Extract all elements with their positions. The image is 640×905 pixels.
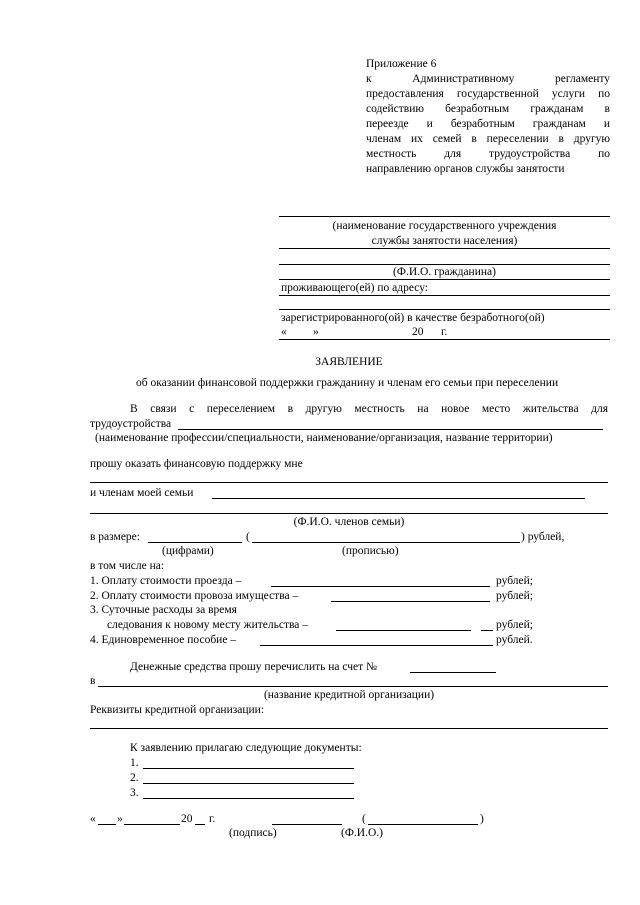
registered-year-prefix: 20 [412,326,424,338]
citizen-fio-underline [279,279,610,280]
bank-prefix: в [90,675,96,687]
attachment-field-2[interactable] [143,783,354,784]
residing-label: проживающего(ей) по адресу: [281,282,428,294]
appendix-line-2: предоставления государственной услуги по [366,88,610,100]
appendix-line-1: к Административному регламенту [366,73,610,85]
bank-caption: (название кредитной организации) [263,689,435,701]
signature-paren-open: ( [362,813,366,825]
transfer-text: Денежные средства прошу перечислить на счет № [130,661,378,673]
signature-day-field[interactable] [98,824,116,825]
registered-label: зарегистрированного(ой) в качестве безработного(ой) [281,312,545,324]
attachment-number-3: 3. [130,787,139,799]
amount-label: в размере: [90,531,140,543]
appendix-line-6: местность для трудоустройства по [366,148,610,160]
family-caption: (Ф.И.О. членов семьи) [293,516,405,528]
document-subtitle: об оказании финансовой поддержки гражданину и членам его семьи при переселении [136,377,559,389]
item-property-field[interactable] [331,601,490,602]
item-daily-label: 3. Суточные расходы за время [90,604,237,616]
profession-field[interactable] [178,429,603,430]
amount-words-field[interactable] [252,542,520,543]
signature-year-prefix: 20 [181,813,193,825]
family-field[interactable] [212,498,585,499]
registered-date-open: « [281,326,287,338]
account-number-field[interactable] [410,672,496,673]
org-caption-underline [279,248,610,249]
request-line[interactable] [90,482,608,483]
item-lumpsum-field[interactable] [260,645,493,646]
signature-caption: (подпись) [229,827,277,839]
appendix-line-4: переезде и безработным гражданам и [366,118,610,130]
bank-details-field[interactable] [90,728,608,729]
item-daily-field-1[interactable] [336,630,471,631]
item-travel-unit: рублей; [496,575,533,587]
appendix-title: Приложение 6 [366,58,437,70]
signature-month-field[interactable] [124,824,180,825]
document-title: ЗАЯВЛЕНИЕ [315,356,383,368]
intro-line-1: В связи с переселением в другую местность на новое место жительства для [130,403,608,415]
item-travel-label: 1. Оплату стоимости проезда – [90,575,242,587]
item-daily-label-2: следования к новому месту жительства – [107,619,309,631]
item-property-label: 2. Оплату стоимости провоза имущества – [90,590,299,602]
amount-paren-open: ( [246,531,250,543]
intro-line-2: трудоустройства [90,418,172,430]
item-daily-field-2[interactable] [481,630,493,631]
bank-name-field[interactable] [98,686,608,687]
signature-paren-close: ) [480,813,484,825]
org-caption-1: (наименование государственного учреждения [332,220,557,232]
attachments-label: К заявлению прилагаю следующие документы: [130,742,362,754]
appendix-line-7: направлению органов службы занятости [366,163,565,175]
citizen-fio-caption: (Ф.И.О. гражданина) [393,266,496,278]
item-lumpsum-unit: рублей. [496,634,533,646]
item-lumpsum-label: 4. Единовременное пособие – [90,634,237,646]
words-caption: (прописью) [342,545,399,557]
attachment-field-1[interactable] [143,768,354,769]
appendix-line-5: членам их семей в переселении в другую [366,133,610,145]
bank-details-label: Реквизиты кредитной организации: [90,704,265,716]
org-caption-2: службы занятости населения) [371,235,518,247]
signature-date-open: « [90,813,96,825]
signature-fio-field[interactable] [368,824,478,825]
family-line-2[interactable] [90,513,608,514]
address-line-2[interactable] [279,309,610,310]
amount-tail: ) рублей, [521,531,565,543]
signature-fio-caption: (Ф.И.О.) [341,827,383,839]
item-daily-unit: рублей; [496,619,533,631]
attachment-number-2: 2. [130,772,139,784]
registered-date-close: » [313,326,319,338]
signature-field[interactable] [272,824,342,825]
intro-caption: (наименование профессии/специальности, наименование/организация, название территории) [95,432,553,444]
signature-year-field[interactable] [195,824,205,825]
including-label: в том числе на: [90,560,165,572]
signature-year-suffix: г. [209,813,216,825]
attachment-field-3[interactable] [143,798,354,799]
appendix-line-3: содействию безработным гражданам в [366,103,610,115]
request-text: прошу оказать финансовую поддержку мне [90,458,303,470]
signature-date-close: » [117,813,123,825]
item-travel-field[interactable] [271,586,490,587]
digits-caption: (цифрами) [162,545,214,557]
registered-year-suffix: г. [441,326,448,338]
org-name-line[interactable] [279,216,610,217]
address-line-1[interactable] [279,295,610,296]
family-label: и членам моей семьи [90,487,194,499]
amount-digits-field[interactable] [148,542,242,543]
item-property-unit: рублей; [496,590,533,602]
attachment-number-1: 1. [130,757,139,769]
registered-date-line[interactable] [279,339,610,340]
